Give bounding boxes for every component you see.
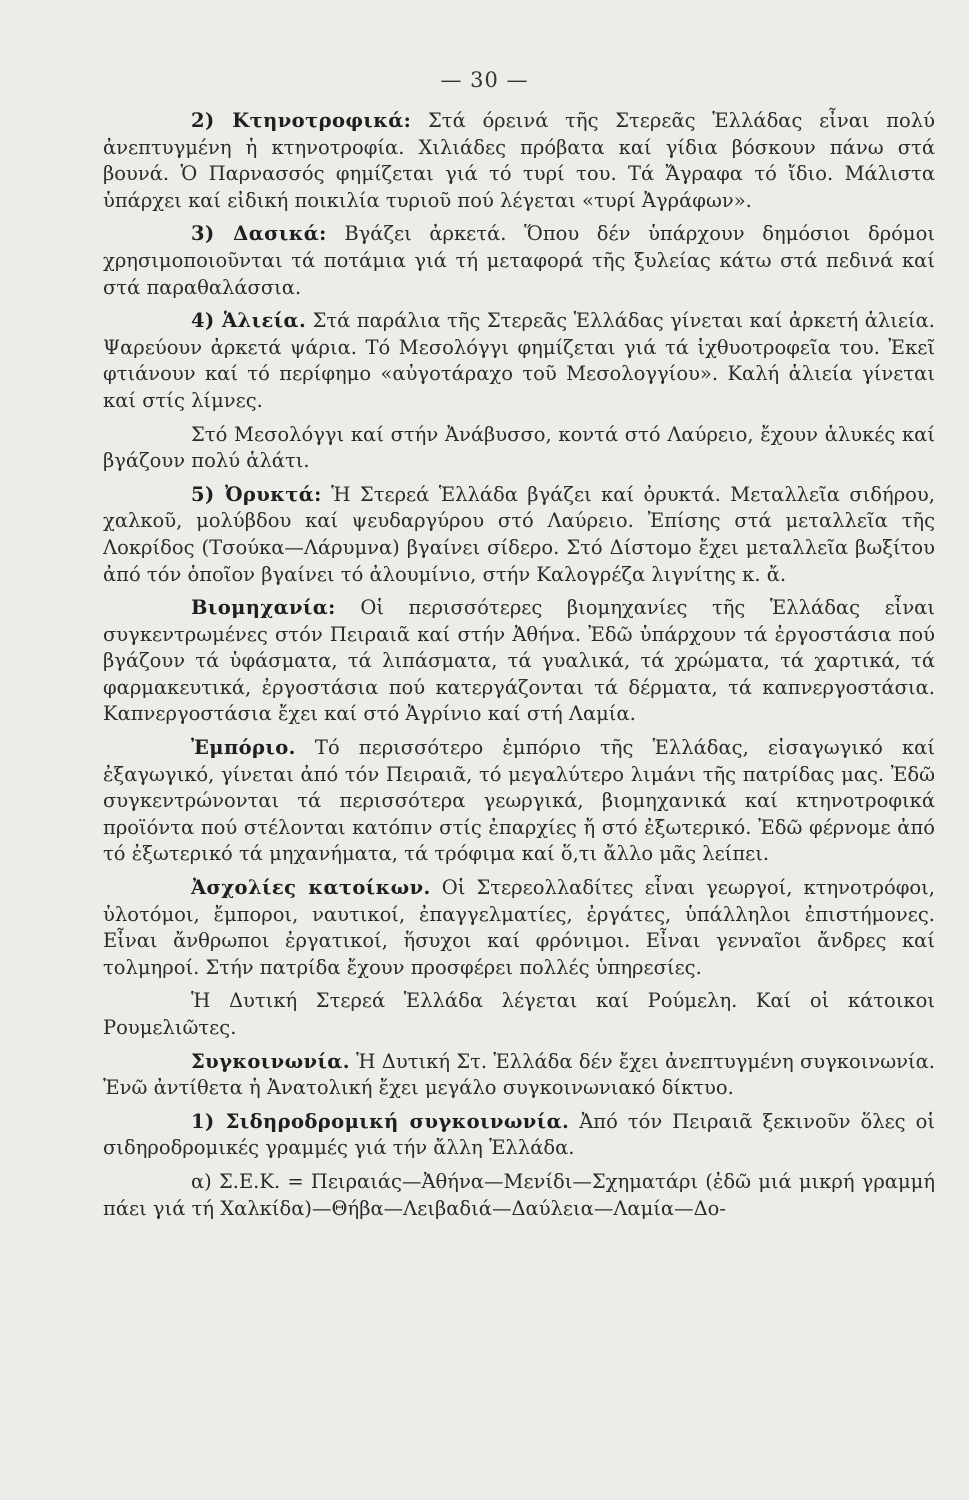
section-heading: 5) Ὀρυκτά: <box>191 482 322 506</box>
section-heading: Βιομηχανία: <box>191 596 336 620</box>
paragraph-alykes <box>103 422 935 475</box>
paragraph-viomichania <box>103 595 935 728</box>
paragraph-text: Ἡ Στερεά Ἑλλάδα βγάζει καί ὀρυκτά. Μεταλλεῖα σιδήρου, χαλκοῦ, μολύβδου καί ψευδαργύρου στό Λαύρειο. Ἐπίσης στά μεταλλεῖα τῆς Λοκρίδος (Τσούκα—Λάρυμνα) βγαίνει σίδερο. Στό Δίστομο ἔχει μεταλλεῖα βωξίτου ἀπό τόν ὁποῖον βγαίνει τό ἀλουμίνιο, στήν Καλογρέζα λιγνίτης κ. ἄ. <box>103 482 935 586</box>
section-heading: 2) Κτηνοτροφικά: <box>191 109 412 132</box>
paragraph-text: Στό Μεσολόγγι καί στήν Ἀνάβυσσο, κοντά στό Λαύρειο, ἔχουν ἁλυκές καί βγάζουν πολύ ἁλάτι. <box>103 422 935 473</box>
paragraph-text: Οἱ Στερεολλαδίτες εἶναι γεωργοί, κτηνοτρόφοι, ὑλοτόμοι, ἔμποροι, ναυτικοί, ἐπαγγελματίες, ἐργάτες, ὑπάλληλοι ἐπιστήμονες. Εἶναι ἄνθρωποι ἐργατικοί, ἥσυχοι καί φρόνιμοι. Εἶναι γενναῖοι ἄνδρες καί τολμηροί. Στήν πατρίδα ἔχουν προσφέρει πολλές ὑπηρεσίες. <box>103 876 935 979</box>
paragraph-dasika <box>103 221 935 301</box>
paragraph-text: Τό περισσότερο ἐμπόριο τῆς Ἑλλάδας, εἰσαγωγικό καί ἐξαγωγικό, γίνεται ἀπό τόν Πειραιᾶ, τό μεγαλύτερο λιμάνι τῆς πατρίδας μας. Ἐδῶ συγκεντρώνονται τά περισσότερα γεωργικά, βιομηχανικά καί κτηνοτροφικά προϊόντα πού στέλονται κατόπιν στίς ἐπαρχίες ἤ στό ἐξωτερικό. Ἐδῶ φέρνομε ἀπό τό ἐξωτερικό τά μηχανήματα, τά τρόφιμα καί ὅ,τι ἄλλο μᾶς λείπει. <box>103 736 935 866</box>
paragraph-text: Ἡ Δυτική Στ. Ἑλλάδα δέν ἔχει ἀνεπτυγμένη συγκοινωνία. Ἐνῶ ἀντίθετα ἡ Ἀνατολική ἔχει μεγάλο συγκοινωνιακό δίκτυο. <box>103 1049 935 1100</box>
paragraph-sek-line <box>103 1169 935 1222</box>
paragraph-text: Στά παράλια τῆς Στερεᾶς Ἑλλάδας γίνεται καί ἀρκετή ἁλιεία. Ψαρεύουν ἀρκετά ψάρια. Τό Μεσολόγγι φημίζεται γιά τά ἰχθυοτροφεῖα του. Ἐκεῖ φτιάνουν καί τό περίφημο «αὐγοτάραχο τοῦ Μεσολογγίου». Καλή ἁλιεία γίνεται καί στίς λίμνες. <box>103 309 935 412</box>
paragraph-text: Ἡ Δυτική Στερεά Ἑλλάδα λέγεται καί Ρούμελη. Καί οἱ κάτοικοι Ρουμελιῶτες. <box>103 989 935 1039</box>
paragraph-sidirodromiki <box>103 1109 935 1162</box>
paragraph-synkoinonia <box>103 1049 935 1102</box>
paragraph-text: Οἱ περισσότερες βιομηχανίες τῆς Ἑλλάδας εἶναι συγκεντρωμένες στόν Πειραιᾶ καί στήν Ἀθήνα. Ἐδῶ ὑπάρχουν τά ἐργοστάσια πού βγάζουν τά ὑφάσματα, τά λιπάσματα, τά γυαλικά, τά χρώματα, τά χαρτικά, τά φαρμακευτικά, ἐργοστάσια πού κατεργάζονται τά δέρματα, τά καπνεργοστάσια. Καπνεργοστάσια ἔχει καί στό Ἀγρίνιο καί στή Λαμία. <box>103 596 935 726</box>
paragraph-ktinotrofika <box>103 108 935 214</box>
paragraph-emporio <box>103 735 935 868</box>
section-heading: 4) Ἁλιεία. <box>191 309 307 333</box>
body-text <box>103 108 935 1229</box>
section-heading: Συγκοινωνία. <box>191 1049 350 1073</box>
section-heading: Ἀσχολίες κατοίκων. <box>191 876 431 900</box>
section-heading: Ἐμπόριο. <box>191 736 296 760</box>
section-heading: 3) Δασικά: <box>191 222 327 246</box>
paragraph-text: Βγάζει ἀρκετά. Ὅπου δέν ὑπάρχουν δημόσιοι δρόμοι χρησιμοποιοῦνται τά ποτάμια γιά τή μεταφορά τῆς ξυλείας κάτω στά πεδινά καί στά παραθαλάσσια. <box>103 222 935 299</box>
paragraph-roumeli <box>103 988 935 1041</box>
section-heading: 1) Σιδηροδρομική συγκοινωνία. <box>191 1109 570 1133</box>
paragraph-alieia <box>103 308 935 414</box>
paragraph-text: α) Σ.Ε.Κ. = Πειραιάς—Ἀθήνα—Μενίδι—Σχηματάρι (ἐδῶ μιά μικρή γραμμή πάει γιά τή Χαλκίδα)—Θήβα—Λειβαδιά—Δαύλεια—Λαμία—Δο- <box>103 1169 935 1220</box>
paragraph-text: Ἀπό τόν Πειραιᾶ ξεκινοῦν ὅλες οἱ σιδηροδρομικές γραμμές γιά τήν ἄλλη Ἑλλάδα. <box>103 1109 935 1160</box>
paragraph-oryktа <box>103 482 935 588</box>
paragraph-text: Στά όρεινά τῆς Στερεᾶς Ἑλλάδας εἶναι πολύ ἀνεπτυγμένη ἡ κτηνοτροφία. Χιλιάδες πρόβατα καί γίδια βόσκουν πάνω στά βουνά. Ὁ Παρνασσός φημίζεται γιά τό τυρί του. Τά Ἄγραφα τό ἴδιο. Μάλιστα ὑπάρχει καί εἰδική ποικιλία τυριοῦ πού λέγεται «τυρί Ἀγράφων». <box>103 109 936 212</box>
paragraph-ascholies <box>103 875 935 981</box>
page-number: — 30 — <box>440 68 529 92</box>
